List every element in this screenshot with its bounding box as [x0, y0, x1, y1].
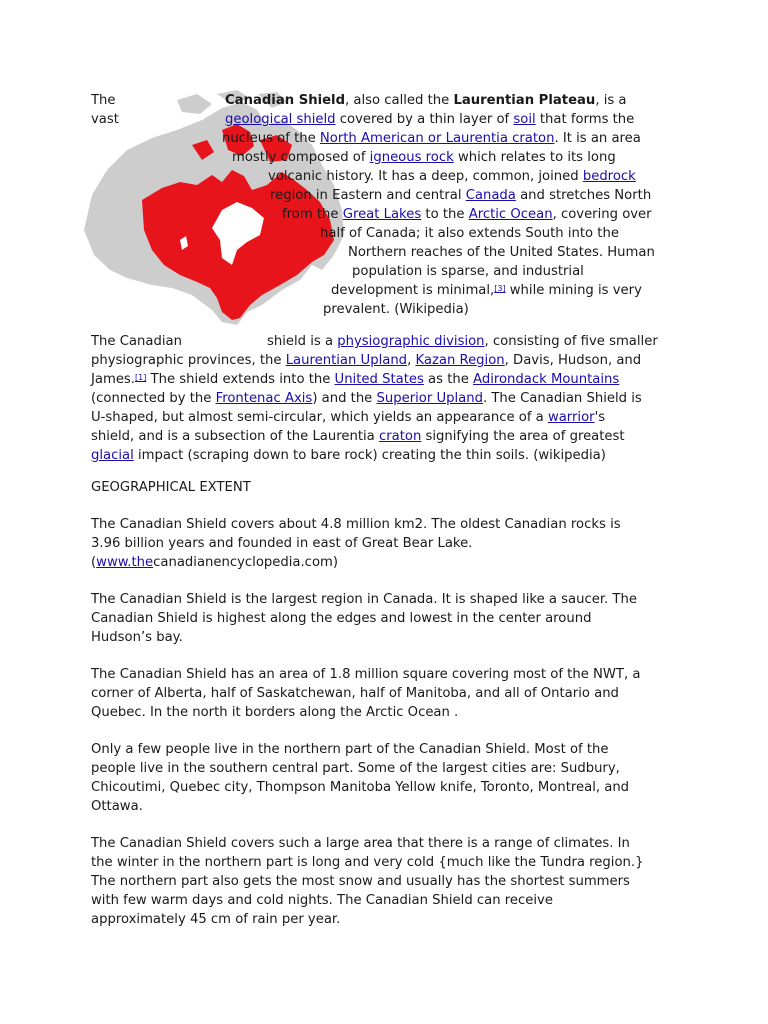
p5-line-2: corner of Alberta, half of Saskatchewan, half of Manitoba, and all of Ontario and	[91, 686, 619, 701]
intro-line-7: from the Great Lakes to the Arctic Ocean, covering over	[282, 207, 652, 222]
link-great-lakes[interactable]: Great Lakes	[342, 207, 422, 222]
p6-line-3: Chicoutimi, Quebec city, Thompson Manitoba Yellow knife, Toronto, Montreal, and	[91, 780, 630, 795]
footnote-1[interactable]: [1]	[135, 373, 147, 382]
intro-line-1: Canadian Shield, also called the Laurentian Plateau, is a	[225, 93, 627, 108]
link-laurentia-craton[interactable]: North American or Laurentia craton	[319, 131, 555, 146]
link-adirondack-mountains[interactable]: Adirondack Mountains	[473, 372, 620, 387]
p5-line-1: The Canadian Shield has an area of 1.8 million square covering most of the NWT, a	[91, 667, 641, 682]
intro-line-5: volcanic history. It has a deep, common, joined bedrock	[268, 169, 636, 184]
para2-line-2: physiographic provinces, the Laurentian Upland, Kazan Region, Davis, Hudson, and	[91, 353, 642, 368]
link-laurentian-upland[interactable]: Laurentian Upland	[285, 353, 408, 368]
p6-line-2: people live in the southern central part. Some of the largest cities are: Sudbury,	[91, 761, 620, 776]
link-arctic-ocean[interactable]: Arctic Ocean	[468, 207, 553, 222]
intro-line-3: nucleus of the North American or Laurentia craton. It is an area	[222, 131, 641, 146]
intro-line-2: geological shield covered by a thin layer of soil that forms the	[225, 112, 635, 127]
p6-line-4: Ottawa.	[91, 799, 143, 814]
intro-line-8: half of Canada; it also extends South into the	[320, 226, 619, 241]
p4-line-1: The Canadian Shield is the largest region in Canada. It is shaped like a saucer. The	[91, 592, 637, 607]
intro-line-12: prevalent. (Wikipedia)	[323, 302, 469, 317]
link-physiographic-division[interactable]: physiographic division	[337, 334, 485, 349]
para2-line-1: shield is a physiographic division, consisting of five smaller	[267, 334, 658, 349]
p7-line-5: approximately 45 cm of rain per year.	[91, 912, 341, 927]
para2-line-1a: The Canadian	[91, 334, 182, 349]
p3-line-2: 3.96 billion years and founded in east of Great Bear Lake.	[91, 536, 473, 551]
link-bedrock[interactable]: bedrock	[582, 169, 636, 184]
para2-line-7: glacial impact (scraping down to bare rock) creating the thin soils. (wikipedia)	[91, 448, 606, 463]
p3-line-3: (www.thecanadianencyclopedia.com)	[91, 555, 338, 570]
footnote-3[interactable]: [3]	[494, 284, 506, 293]
link-igneous-rock[interactable]: igneous rock	[369, 150, 454, 165]
link-craton[interactable]: craton	[378, 429, 422, 444]
link-soil[interactable]: soil	[513, 112, 536, 127]
term-canadian-shield: Canadian Shield	[225, 93, 346, 108]
link-geological-shield[interactable]: geological shield	[225, 112, 336, 127]
link-www-the[interactable]: www.the	[96, 555, 154, 570]
intro-line-9: Northern reaches of the United States. Human	[348, 245, 655, 260]
intro-line-4: mostly composed of igneous rock which relates to its long	[232, 150, 616, 165]
p4-line-3: Hudson’s bay.	[91, 630, 183, 645]
p7-line-1: The Canadian Shield covers such a large area that there is a range of climates. In	[91, 836, 630, 851]
para2-line-6: shield, and is a subsection of the Laurentia craton signifying the area of greatest	[91, 429, 625, 444]
link-frontenac-axis[interactable]: Frontenac Axis	[215, 391, 313, 406]
link-superior-upland[interactable]: Superior Upland	[376, 391, 483, 406]
link-kazan-region[interactable]: Kazan Region	[415, 353, 505, 368]
intro-line-2a: vast	[91, 112, 119, 127]
p5-line-3: Quebec. In the north it borders along the Arctic Ocean .	[91, 705, 459, 720]
link-canada[interactable]: Canada	[465, 188, 516, 203]
p3-line-1: The Canadian Shield covers about 4.8 million km2. The oldest Canadian rocks is	[91, 517, 621, 532]
para2-line-4: (connected by the Frontenac Axis) and the Superior Upland. The Canadian Shield is	[91, 391, 642, 406]
link-glacial[interactable]: glacial	[91, 448, 134, 463]
p7-line-3: The northern part also gets the most snow and usually has the shortest summers	[91, 874, 630, 889]
para2-line-3: James.[1] The shield extends into the United States as the Adirondack Mountains	[91, 372, 620, 387]
section-heading: GEOGRAPHICAL EXTENT	[91, 480, 251, 495]
link-united-states[interactable]: United States	[334, 372, 424, 387]
link-warrior[interactable]: warrior	[547, 410, 595, 425]
intro-line-1a: The	[91, 93, 116, 108]
intro-line-6: region in Eastern and central Canada and stretches North	[270, 188, 652, 203]
para2-line-5: U-shaped, but almost semi-circular, which yields an appearance of a warrior's	[91, 410, 606, 425]
p7-line-2: the winter in the northern part is long and very cold {much like the Tundra region.}	[91, 855, 644, 870]
p4-line-2: Canadian Shield is highest along the edges and lowest in the center around	[91, 611, 592, 626]
p6-line-1: Only a few people live in the northern part of the Canadian Shield. Most of the	[91, 742, 609, 757]
intro-line-11: development is minimal,[3] while mining is very	[331, 283, 642, 298]
intro-line-10: population is sparse, and industrial	[352, 264, 584, 279]
term-laurentian-plateau: Laurentian Plateau	[453, 93, 596, 108]
p7-line-4: with few warm days and cold nights. The Canadian Shield can receive	[91, 893, 553, 908]
